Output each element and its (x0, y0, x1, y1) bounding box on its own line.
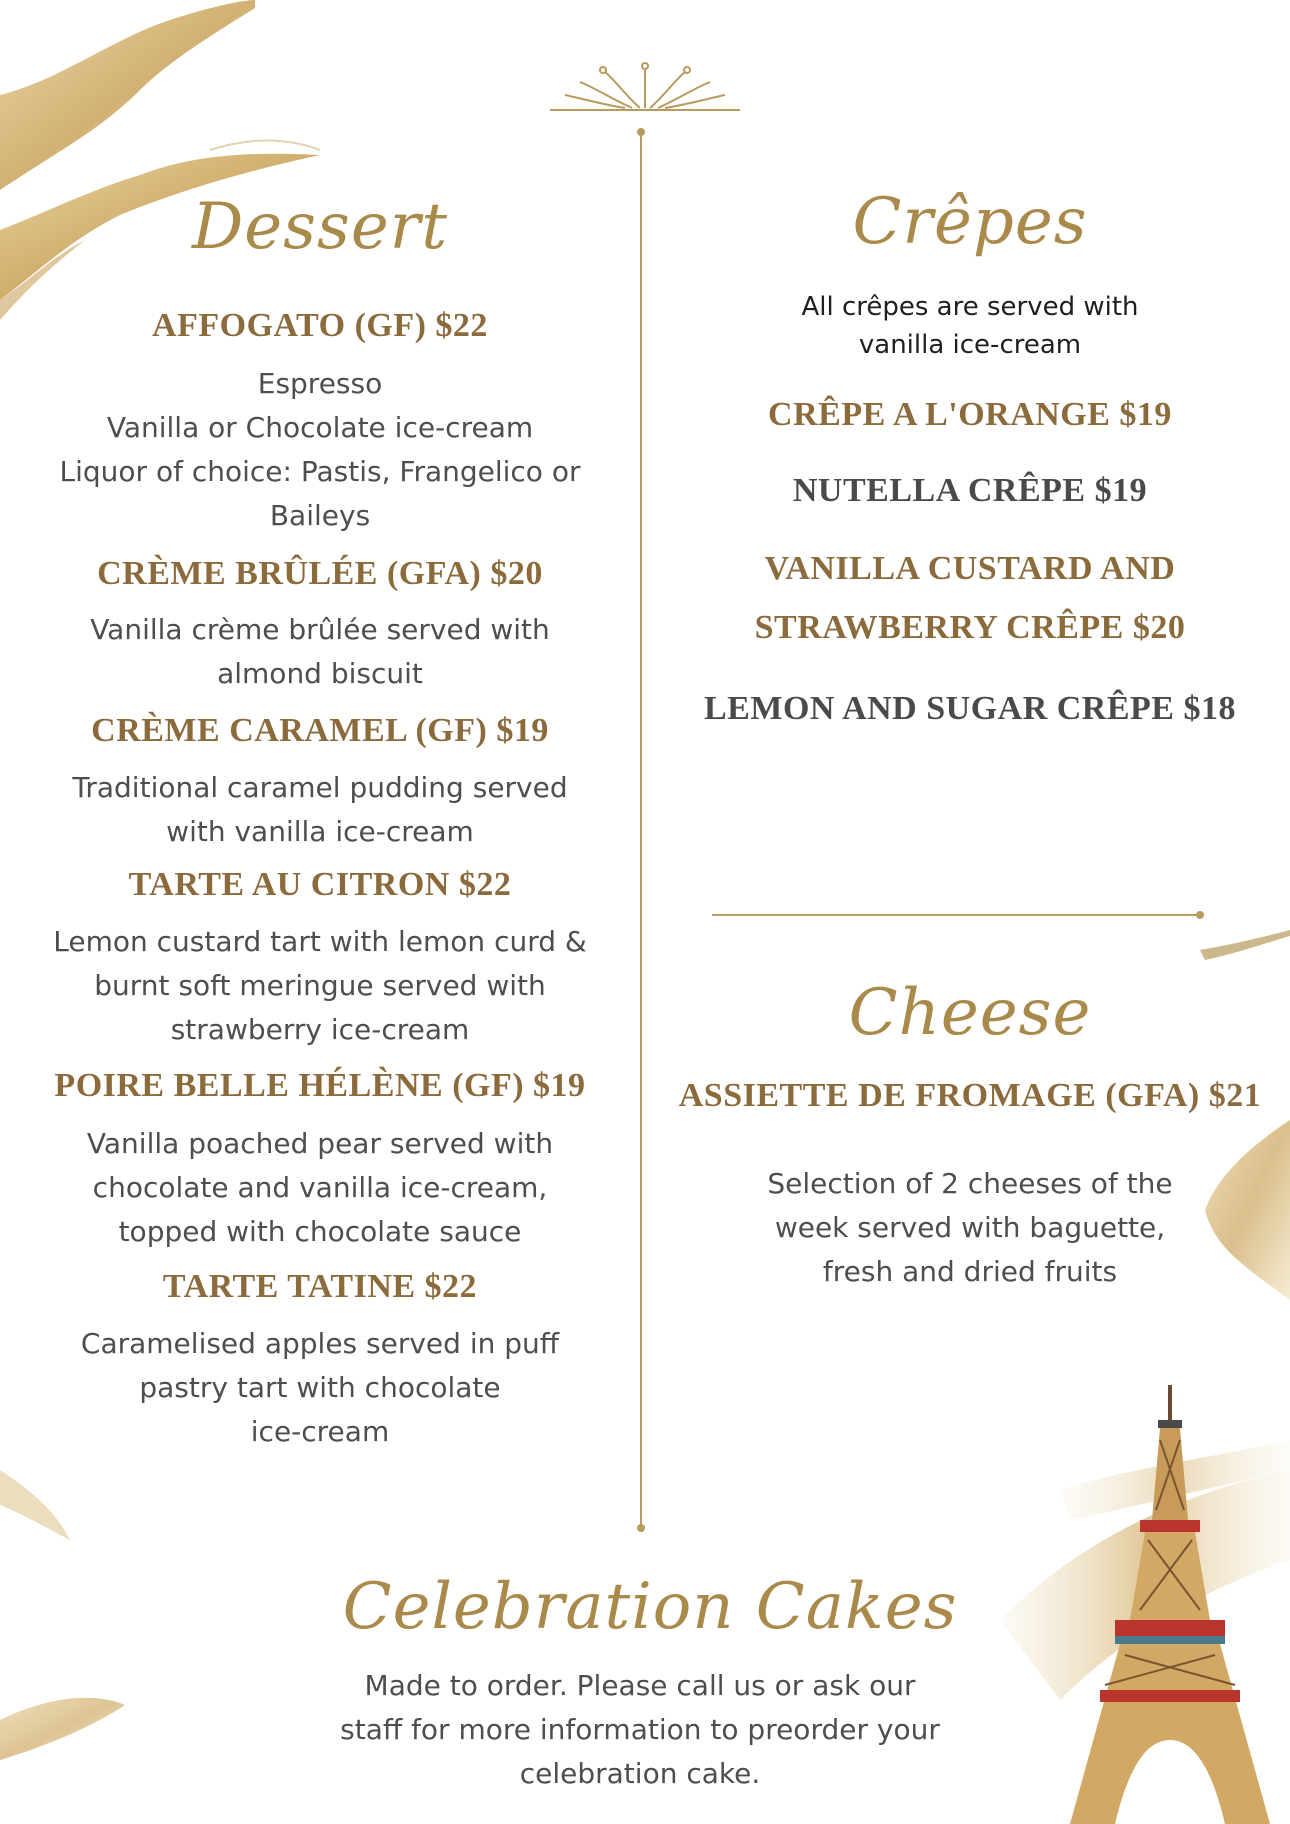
cheese-column (660, 0, 1280, 1824)
dessert-heading: Dessert (191, 190, 449, 264)
dessert-item-title: TARTE AU CITRON $22 (128, 866, 512, 903)
crepe-item-title: VANILLA CUSTARD AND (764, 550, 1176, 587)
dessert-column (30, 0, 610, 1824)
dessert-item-title: CRÈME BRÛLÉE (GFA) $20 (97, 555, 543, 592)
dessert-item-desc: Vanilla crème brûlée served with almond biscuit (90, 613, 550, 690)
crepe-item-title: LEMON AND SUGAR CRÊPE $18 (704, 690, 1236, 727)
crepe-item-title: STRAWBERRY CRÊPE $20 (754, 609, 1186, 646)
dessert-item-desc: Vanilla poached pear served with chocolate and vanilla ice-cream, topped with chocolate sauce (86, 1127, 554, 1248)
dessert-item-title: TARTE TATINE $22 (162, 1268, 478, 1305)
cheese-item-title: ASSIETTE DE FROMAGE (GFA) $21 (678, 1077, 1262, 1114)
crepe-item-title: CRÊPE A L'ORANGE $19 (768, 396, 1172, 433)
dessert-item-desc: Traditional caramel pudding served with vanilla ice-cream (72, 771, 568, 848)
cheese-heading: Cheese (848, 976, 1092, 1050)
vertical-divider (640, 132, 642, 1528)
dessert-item-title: AFFOGATO (GF) $22 (152, 307, 488, 344)
dessert-item-desc: Lemon custard tart with lemon curd & burnt soft meringue served with strawberry ice-cream (53, 925, 587, 1046)
cakes-desc: Made to order. Please call us or ask our staff for more information to preorder your celebration cake. (340, 1669, 940, 1790)
crepes-heading: Crêpes (852, 185, 1088, 259)
cakes-heading: Celebration Cakes (342, 1570, 958, 1644)
crepe-item-title: NUTELLA CRÊPE $19 (792, 472, 1148, 509)
dessert-item-desc: Caramelised apples served in puff pastry tart with chocolate ice-cream (80, 1327, 560, 1448)
dessert-item-desc: Espresso Vanilla or Chocolate ice-cream Liquor of choice: Pastis, Frangelico or Baileys (59, 367, 581, 532)
cheese-item-desc: Selection of 2 cheeses of the week served with baguette, fresh and dried fruits (767, 1167, 1173, 1288)
crepes-note: All crêpes are served with vanilla ice-cream (801, 292, 1139, 360)
dessert-item-title: POIRE BELLE HÉLÈNE (GF) $19 (54, 1067, 586, 1104)
dessert-item-title: CRÈME CARAMEL (GF) $19 (91, 712, 549, 749)
